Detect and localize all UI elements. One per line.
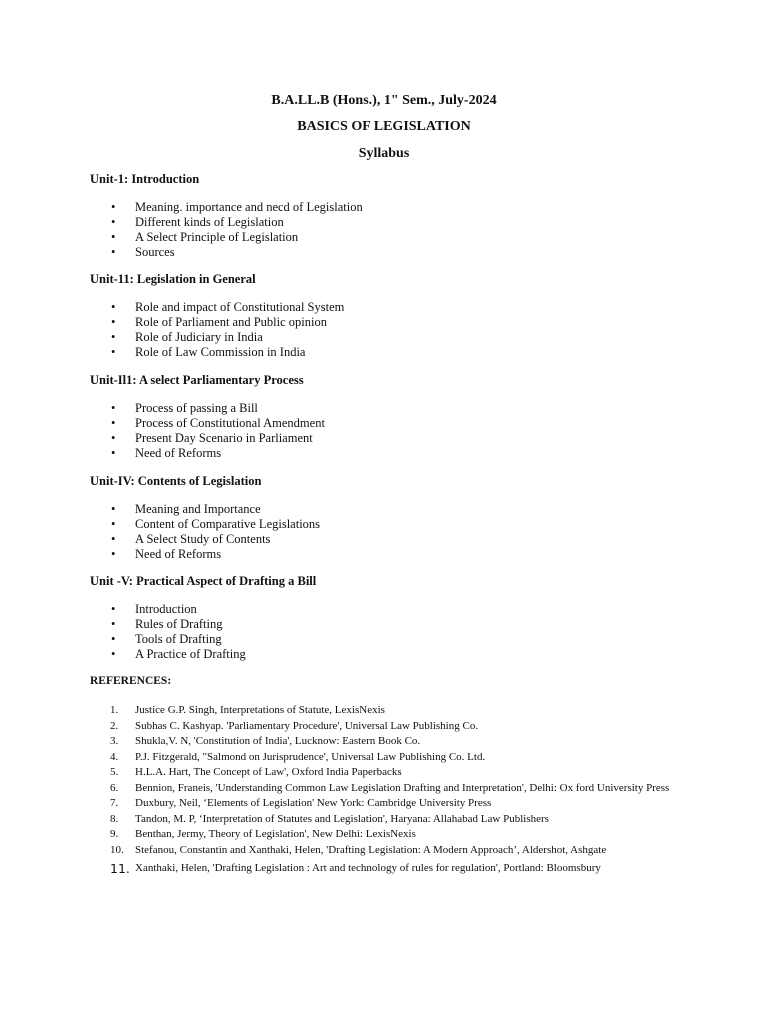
bullet-icon: • [111, 345, 116, 359]
reference-number: 11. [110, 861, 130, 876]
bullet-icon: • [111, 502, 116, 516]
reference-number: 8. [110, 812, 119, 825]
reference-number: 6. [110, 781, 119, 794]
reference-text: Shukla,V. N, 'Constitution of India', Lucknow: Eastern Book Co. [135, 735, 421, 747]
list-item: • Need of Reforms [111, 446, 222, 460]
bullet-icon: • [111, 300, 116, 314]
list-item: • Rules of Drafting [111, 617, 223, 631]
reference-item [90, 734, 680, 750]
references-list [90, 703, 680, 877]
bullet-icon: • [111, 547, 116, 561]
reference-number: 2. [110, 719, 119, 732]
reference-item [90, 843, 680, 859]
reference-number: 1. [110, 704, 119, 716]
list-item: • Role of Parliament and Public opinion [111, 315, 327, 329]
reference-item [90, 827, 680, 843]
unit-3-title: Unit-Il1: A select Parliamentary Process [90, 373, 304, 387]
reference-number: 4. [110, 750, 119, 763]
list-item: • A Practice of Drafting [111, 647, 246, 661]
list-item: • Process of passing a Bill [111, 401, 258, 415]
bullet-icon: • [111, 401, 116, 415]
list-item: • Need of Reforms [111, 547, 222, 561]
bullet-icon: • [111, 215, 116, 229]
list-item: • Tools of Drafting [111, 632, 222, 646]
bullet-icon: • [111, 532, 116, 546]
list-item: • Role and impact of Constitutional System [111, 300, 345, 314]
bullet-icon: • [111, 315, 116, 329]
subject-title: BASICS OF LEGISLATION [297, 119, 471, 134]
reference-number: 5. [110, 766, 119, 778]
references-heading: REFERENCES: [90, 675, 172, 687]
reference-item [90, 781, 680, 797]
reference-text: Bennion, Franeis, 'Understanding Common Law Legislation Drafting and Interpretation', Delhi: Ox ford University Press [135, 781, 670, 794]
reference-text: H.L.A. Hart, The Concept of Law', Oxford India Paperbacks [135, 766, 402, 778]
list-item: • Present Day Scenario in Parliament [111, 431, 313, 445]
unit-1-list [90, 200, 363, 260]
list-item: • Content of Comparative Legislations [111, 517, 321, 531]
reference-item [90, 765, 680, 781]
unit-4-title: Unit-IV: Contents of Legislation [90, 474, 262, 488]
bullet-icon: • [111, 245, 116, 259]
list-item: • Role of Judiciary in India [111, 330, 263, 344]
bullet-icon: • [111, 330, 116, 344]
reference-text: Tandon, M. P, ‘Interpretation of Statutes and Legislation', Haryana: Allahabad Law Publishers [135, 812, 549, 825]
syllabus-title: Syllabus [358, 146, 410, 161]
reference-text: Xanthaki, Helen, 'Drafting Legislation : Art and technology of rules for regulation', Portland: Bloomsbury [135, 862, 601, 874]
bullet-icon: • [111, 617, 116, 631]
reference-item [90, 796, 680, 812]
bullet-icon: • [111, 431, 116, 445]
reference-number: 9. [110, 828, 119, 840]
bullet-icon: • [111, 517, 116, 531]
list-item: • Different kinds of Legislation [111, 215, 284, 229]
reference-number: 10. [110, 843, 124, 856]
list-item: • Meaning. importance and necd of Legislation [111, 200, 363, 214]
unit-1-title: Unit-1: Introduction [90, 172, 200, 186]
bullet-icon: • [111, 602, 116, 616]
bullet-icon: • [111, 632, 116, 646]
reference-item [90, 703, 680, 719]
list-item: • Introduction [111, 602, 197, 616]
bullet-icon: • [111, 446, 116, 460]
unit-2-title: Unit-11: Legislation in General [90, 272, 256, 286]
reference-text: Subhas C. Kashyap. 'Parliamentary Procedure', Universal Law Publishing Co. [135, 719, 479, 732]
list-item: • A Select Principle of Legislation [111, 230, 299, 244]
reference-text: Duxbury, Neil, ‘Elements of Legislation' New York: Cambridge University Press [135, 797, 492, 809]
list-item: • Role of Law Commission in India [111, 345, 306, 359]
reference-item [90, 719, 680, 735]
list-item: • Sources [111, 245, 175, 259]
list-item: • Meaning and Importance [111, 502, 261, 516]
reference-item [90, 812, 680, 828]
unit-4-list [90, 502, 320, 562]
reference-text: Justice G.P. Singh, Interpretations of Statute, LexisNexis [135, 704, 385, 716]
bullet-icon: • [111, 230, 116, 244]
reference-item [90, 750, 680, 766]
reference-text: Stefanou, Constantin and Xanthaki, Helen, 'Drafting Legislation: A Modern Approach’, Aldershot, Ashgate [135, 843, 607, 856]
unit-2-list [90, 300, 344, 360]
reference-number: 3. [110, 735, 119, 747]
course-heading: B.A.LL.B (Hons.), 1" Sem., July-2024 [271, 93, 497, 108]
reference-number: 7. [110, 797, 119, 809]
unit-3-list [90, 401, 325, 461]
reference-item [90, 861, 680, 877]
bullet-icon: • [111, 416, 116, 430]
list-item: • Process of Constitutional Amendment [111, 416, 325, 430]
list-item: • A Select Study of Contents [111, 532, 271, 546]
unit-5-title: Unit -V: Practical Aspect of Drafting a Bill [90, 574, 317, 588]
bullet-icon: • [111, 647, 116, 661]
reference-text: P.J. Fitzgerald, "Salmond on Jurisprudence', Universal Law Publishing Co. Ltd. [135, 750, 486, 763]
unit-5-list [90, 602, 246, 662]
reference-text: Benthan, Jermy, Theory of Legislation', New Delhi: LexisNexis [135, 828, 416, 840]
bullet-icon: • [111, 200, 116, 214]
